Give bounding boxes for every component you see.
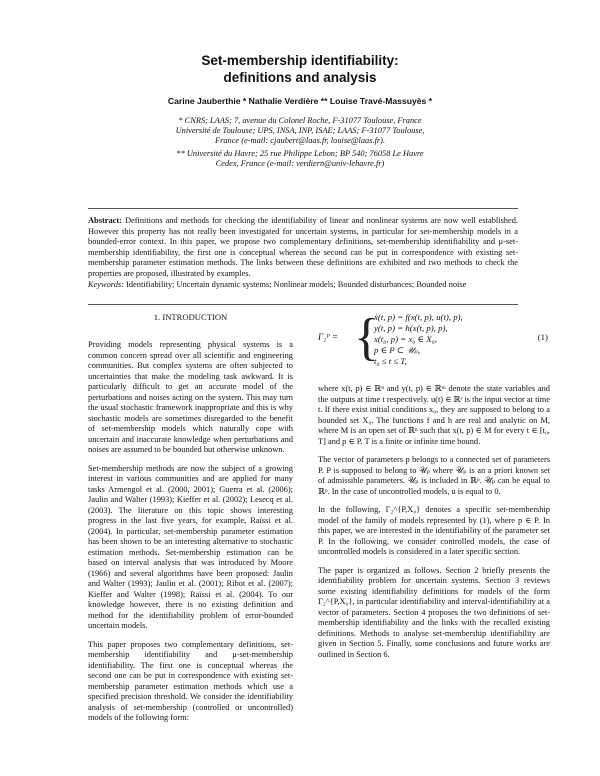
equation-line: ẋ(t, p) = f(x(t, p), u(t), p), — [374, 312, 463, 322]
keywords-text: Identifiability; Uncertain dynamic systems; Nonlinear models; Bounded disturbances; Bounded noise — [126, 280, 467, 289]
paragraph: In the following, Γ₂^{P,X₀} denotes a specific set-membership model of the family of models represented by (1), where p ∈ P. In this paper, we are interested in the identifiability of the parameter set P. In the following, we consider controlled models, the case of uncontrolled models is considered in a later specific section. — [318, 505, 550, 556]
equation-line: y(t, p) = h(x(t, p), p), — [374, 323, 448, 333]
affiliation-line: France (e-mail: cjaubert@laas.fr, louise@laas.fr). — [214, 136, 386, 145]
paragraph: The vector of parameters p belongs to a connected set of parameters P. P is supposed to belong to 𝒰ₚ where 𝒰ₚ is an a priori known set of admissible parameters. 𝒰ₚ is included in ℝᵖ. 𝒰ₚ can be equal to ℝᵖ. In the case of uncontrolled models, u is equal to 0. — [318, 455, 550, 496]
keywords — [88, 280, 518, 291]
abstract-text: Definitions and methods for checking the identifiability of linear and nonlinear systems are now well established. However this property has not really been investigated for uncertain systems, in particular for set-membership models in a bounded-error context. In this paper, we propose two complementary definitions, set-membership identifiability and μ-set-membership identifiability, the first one is conceptual whereas the second can be put in correspondence with existing set-membership parameter estimation methods. The links between these definitions are exhibited and two methods to check the properties are proposed, illustrated by examples. — [88, 216, 518, 278]
abstract — [88, 216, 518, 280]
bottom-rule — [88, 304, 518, 305]
affiliation-line: Cedex, France (e-mail: verdiern@univ-lehavre.fr) — [215, 159, 385, 168]
affiliation-line: Université de Toulouse; UPS, INSA, INP, ISAE; LAAS; F-31077 Toulouse, — [175, 126, 425, 135]
abstract-label: Abstract: — [88, 216, 122, 225]
paragraph: Providing models representing physical systems is a common concern spread over all scientific and engineering communities. But complex systems are often subjected to uncertainties that make the modeling task awkward. It is particularly difficult to get an accurate model of the perturbations and noises acting on the system. This may turn the usual stochastic framework inappropriate and this is why stochastic models are sometimes disregarded to the benefit of set-membership models which naturally cope with uncertain and inaccurate knowledge when perturbations and noises are assumed to be bounded but otherwise unknown. — [88, 340, 293, 454]
affiliation-line: ** Université du Havre; 25 rue Philippe Lebon; BP 540; 76058 Le Havre — [176, 149, 424, 158]
equation-line: p ∈ P ⊂ 𝒰ₚ, — [374, 345, 420, 355]
keywords-label: Keywords: — [88, 280, 124, 289]
top-rule — [88, 208, 518, 209]
paragraph: The paper is organized as follows. Section 2 briefly presents the identifiability problem for uncertain systems. Section 3 reviews some existing identifiability definitions for models of the form Γ₂^{P,X₀}, in particular identifiability and interval-identifiability at a vector of parameters. Section 4 proposes the two definitions of set-membership identifiability and the links with the recalled existing definitions. Methods to analyse set-membership identifiability are given in Section 5. Finally, some conclusions and future works are outlined in Section 6. — [318, 565, 550, 659]
equation-brace: { — [354, 309, 379, 366]
equation-lines — [374, 312, 463, 367]
equation-1 — [318, 310, 550, 370]
paper-title — [0, 52, 600, 86]
equation-line: x(t₀, p) = x₀ ∈ X₀, — [374, 334, 437, 344]
paragraph: where x(t, p) ∈ ℝⁿ and y(t, p) ∈ ℝᵐ denote the state variables and the outputs at time t respectively. u(t) ∈ ℝʳ is the input vector at time t. If there exist initial conditions x₀, they are supposed to belong to a bounded set X₀. The functions f and h are real and analytic on M, where M is an open set of ℝⁿ such that x(t, p) ∈ M for every t ∈ [t₀, T] and p ∈ P. T is a finite or infinite time bound. — [318, 384, 550, 446]
equation-number: (1) — [537, 332, 548, 342]
equation-lhs: Γ₁ᴾ = — [318, 332, 339, 342]
right-column — [318, 384, 550, 668]
paragraph: Set-membership methods are now the subject of a growing interest in various communities and are applied for many tasks Armengol et al. (2000, 2001); Guerra et al. (2006); Jaulin and Walter (1993); Kieffer et al. (2002); Lesecq et al. (2003). The literature on this topic shows interesting progress in the last five years, for example, Raïssi et al. (2004). In particular, set-membership parameter estimation has been shown to be an interesting alternative to stochastic estimation methods. Set-membership estimation can be based on interval analysis that was introduced by Moore (1966) and several algorithms have been proposed: Jaulin and Walter (1993); Jaulin et al. (2001); Ribot et al. (2007); Kieffer and Walter (1998); Raïssi et al. (2004). To our knowledge however, there is no existing definition and method for the identifiability problem of error-bounded uncertain models. — [88, 463, 293, 630]
affiliation-line: * CNRS; LAAS; 7, avenue du Colonel Roche, F-31077 Toulouse, France — [178, 116, 422, 125]
authors: Carine Jauberthie * Nathalie Verdière ** Louise Travé-Massuyès * — [167, 96, 433, 106]
section-heading: 1. INTRODUCTION — [153, 312, 228, 322]
title-line-2: definitions and analysis — [223, 70, 377, 85]
equation-line: t₀ ≤ t ≤ T, — [374, 356, 407, 366]
title-line-1: Set-membership identifiability: — [201, 53, 399, 68]
paragraph: This paper proposes two complementary definitions, set-membership identifiability and μ-set-membership identifiability. The first one is conceptual whereas the second one can be put in correspondence with existing set-membership parameter estimation methods which use a specified precision threshold. We consider the identifiability analysis of set-membership (controlled or uncontrolled) models of the following form: — [88, 639, 293, 722]
left-column — [88, 340, 293, 732]
